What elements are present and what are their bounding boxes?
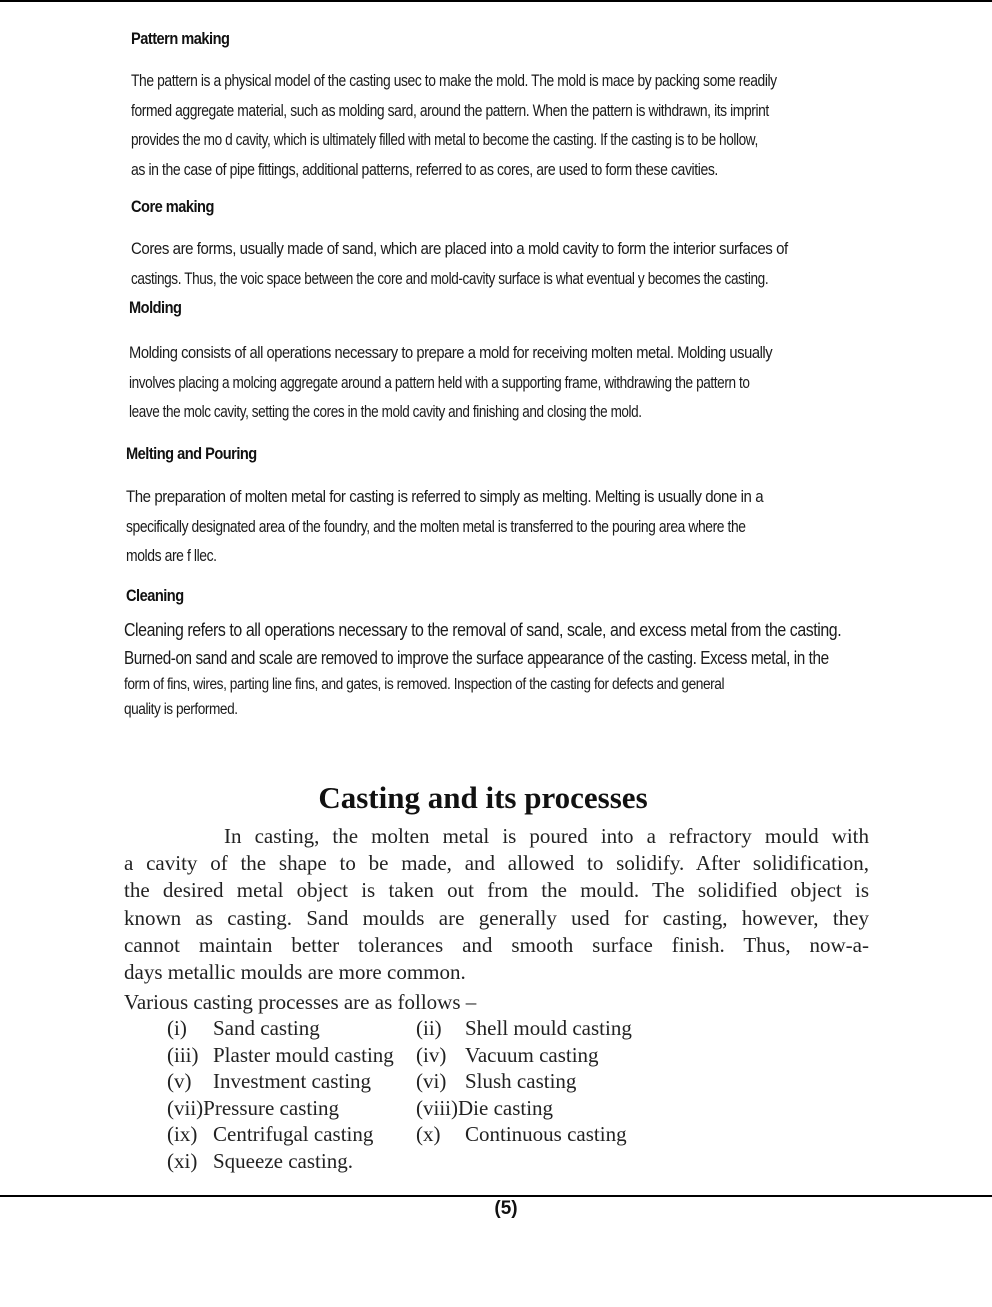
text-line: Cores are forms, usually made of sand, which are placed into a mold cavity to form the interior surfaces of — [131, 239, 788, 258]
list-item — [167, 1016, 320, 1041]
item-number: (iv) — [416, 1042, 447, 1067]
item-label: Sand casting — [213, 1016, 320, 1040]
item-label: Die casting — [458, 1095, 554, 1120]
casting-intro-paragraph — [124, 823, 869, 986]
text-line: specifically designated area of the foundry, and the molten metal is transferred to the pouring area where the — [126, 516, 746, 536]
text-line: Cleaning refers to all operations necessary to the removal of sand, scale, and excess metal from the casting. — [124, 619, 842, 640]
item-label: Slush casting — [465, 1069, 577, 1093]
text-line: known as casting. Sand moulds are generally used for casting, however, they — [124, 905, 869, 930]
item-label: Pressure casting — [203, 1095, 340, 1120]
text-line: The pattern is a physical model of the casting usec to make the mold. The mold is mace by packing some readily — [131, 71, 777, 90]
text-line: quality is performed. — [124, 701, 238, 718]
section-body-core-making — [131, 234, 928, 293]
text-line: castings. Thus, the voic space between the core and mold-cavity surface is what eventual y becomes the casting. — [131, 268, 769, 288]
list-item — [167, 1149, 353, 1174]
list-item — [167, 1096, 339, 1121]
item-label: Plaster mould casting — [213, 1042, 394, 1067]
section-heading-core-making: Core making — [131, 197, 214, 216]
section-body-molding — [129, 338, 905, 427]
text-line: cannot maintain better tolerances and smooth surface finish. Thus, now-a- — [124, 932, 869, 957]
item-label: Centrifugal casting — [213, 1122, 374, 1146]
text-line: molds are f llec. — [126, 546, 217, 565]
item-label: Shell mould casting — [465, 1016, 632, 1040]
item-label: Investment casting — [213, 1069, 372, 1093]
section-heading-melting-and-pouring: Melting and Pouring — [126, 444, 257, 463]
item-number: (iii) — [167, 1042, 199, 1067]
text-line: leave the molc cavity, setting the cores in the mold cavity and finishing and closing the mold. — [129, 402, 642, 421]
item-number: (v) — [167, 1069, 192, 1093]
page-title: Casting and its processes — [318, 780, 648, 815]
list-item — [416, 1069, 576, 1094]
item-number: (vi) — [416, 1069, 447, 1093]
section-heading-pattern-making: Pattern making — [131, 29, 230, 48]
text-line: form of fins, wires, parting line fins, and gates, is removed. Inspection of the casting for defects and general — [124, 676, 725, 693]
item-number: (viii) — [416, 1095, 458, 1120]
text-line: The preparation of molten metal for casting is referred to simply as melting. Melting is usually done in a — [126, 487, 764, 506]
item-number: (i) — [167, 1016, 187, 1040]
list-item — [416, 1096, 553, 1121]
list-item — [416, 1122, 627, 1147]
page-number: (5) — [494, 1198, 518, 1219]
item-label: Continuous casting — [465, 1122, 627, 1146]
text-line: In casting, the molten metal is poured into a refractory mould with — [224, 824, 869, 848]
item-number: (ii) — [416, 1016, 442, 1040]
text-line: the desired metal object is taken out from the mould. The solidified object is — [124, 878, 869, 903]
text-line: involves placing a molcing aggregate around a pattern held with a supporting frame, withdrawing the pattern to — [129, 372, 750, 392]
top-rule — [0, 0, 992, 2]
section-heading-molding: Molding — [129, 298, 182, 317]
section-body-melting-and-pouring — [126, 482, 886, 571]
text-line: provides the mo d cavity, which is ultimately filled with metal to become the casting. If the casting is to be hollow, — [131, 130, 758, 149]
list-item — [167, 1069, 371, 1094]
item-number: (xi) — [167, 1148, 198, 1173]
text-line: as in the case of pipe fittings, additional patterns, referred to as cores, are used to form these cavities. — [131, 159, 718, 179]
footer-rule — [0, 1195, 992, 1197]
item-label: Vacuum casting — [465, 1042, 599, 1067]
item-number: (vii) — [167, 1095, 204, 1120]
text-line: Burned-on sand and scale are removed to improve the surface appearance of the casting. Excess metal, in the — [124, 648, 829, 668]
text-line: days metallic moulds are more common. — [124, 960, 466, 985]
section-body-cleaning — [124, 616, 958, 722]
list-item — [167, 1043, 394, 1068]
item-number: (ix) — [167, 1122, 198, 1146]
item-label: Squeeze casting. — [213, 1148, 353, 1173]
item-number: (x) — [416, 1122, 441, 1146]
list-item — [416, 1016, 632, 1041]
section-body-pattern-making — [131, 66, 923, 184]
text-line: a cavity of the shape to be made, and allowed to solidify. After solidification, — [124, 851, 869, 876]
text-line: Molding consists of all operations necessary to prepare a mold for receiving molten metal. Molding usually — [129, 343, 773, 362]
process-list-intro: Various casting processes are as follows – — [124, 990, 477, 1014]
list-item — [416, 1043, 599, 1068]
text-line: formed aggregate material, such as molding sard, around the pattern. When the pattern is withdrawn, its imprint — [131, 100, 769, 120]
section-heading-cleaning: Cleaning — [126, 586, 184, 605]
list-item — [167, 1122, 373, 1147]
